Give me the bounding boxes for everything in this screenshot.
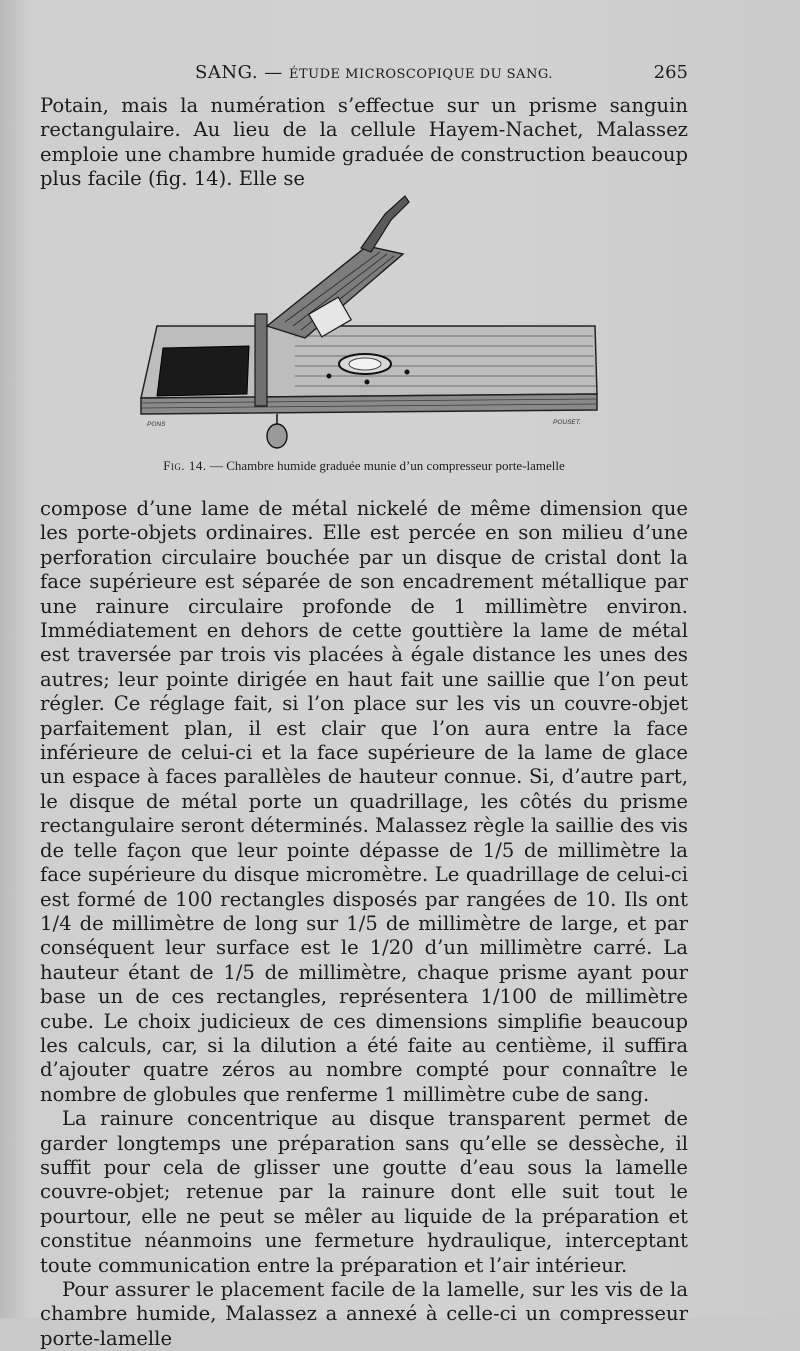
running-title	[195, 62, 553, 83]
screw	[327, 374, 332, 379]
running-title-dash: —	[264, 62, 283, 83]
page-number: 265	[653, 62, 688, 83]
figure-engraving	[135, 186, 605, 454]
text-block-bottom	[40, 497, 688, 1351]
thumb-wheel	[267, 424, 287, 448]
text-block-top	[40, 94, 688, 192]
figure-caption	[40, 458, 688, 474]
running-title-sub: ÉTUDE MICROSCOPIQUE DU SANG.	[289, 67, 553, 82]
caption-text: — Chambre humide graduée munie d’un compresseur porte-lamelle	[209, 458, 565, 473]
hinge-column	[255, 314, 267, 406]
caption-label: Fig. 14.	[163, 458, 207, 473]
engraver-right: POUSET.	[553, 419, 581, 426]
paragraph: compose d’une lame de métal nickelé de même dimension que les porte-objets ordinaires. Elle est percée en son milieu d’une perforation circulaire bouchée par un disque de cristal dont la face supérieure est séparée de son encadrement métallique par une rainure circulaire profonde de 1 millimètre environ. Immédiatement en dehors de cette gouttière la lame de métal est traversée par trois vis placées à égale distance les unes des autres; leur pointe dirigée en haut fait une saillie que l’on peut régler. Ce réglage fait, si l’on place sur les vis un couvre-objet parfaitement plan, il est clair que l’on aura entre la face inférieure de celui-ci et la face supérieure de la lame de glace un espace à faces parallèles de hauteur connue. Si, d’autre part, le disque de métal porte un quadrillage, les côtés du prisme rectangulaire seront déterminés. Malassez règle la saillie des vis de telle façon que leur pointe dépasse de 1/5 de millimètre la face supérieure du disque micromètre. Le quadrillage de celui-ci est formé de 100 rectangles disposés par rangées de 10. Ils ont 1/4 de millimètre de long sur 1/5 de millimètre de large, et par conséquent leur surface est le 1/20 d’un millimètre carré. La hauteur étant de 1/5 de millimètre, chaque prisme ayant pour base un de ces rectangles, représentera 1/100 de millimètre cube. Le choix judicieux de ces dimensions simplifie beaucoup les calculs, car, si la dilution a été faite au centième, il suffira d’ajouter quatre zéros au nombre compté pour connaître le nombre de globules que renferme 1 millimètre cube de sang.	[40, 497, 688, 1106]
slide-front-edge	[141, 394, 597, 414]
paragraph: Potain, mais la numération s’effectue sur un prisme sanguin rectangulaire. Au lieu de la cellule Hayem-Nachet, Malassez emploie une chambre humide graduée de construction beaucoup plus facile (fig. 14). Elle se	[40, 94, 688, 191]
running-header	[40, 62, 688, 90]
dark-block	[157, 346, 249, 396]
paragraph: La rainure concentrique au disque transparent permet de garder longtemps une préparation sans qu’elle se dessèche, il suffit pour cela de glisser une goutte d’eau sous la lamelle couvre-objet; retenue par la rainure dont elle suit tout le pourtour, elle ne peut se mêler au liquide de la préparation et constitue néanmoins une fermeture hydraulique, interceptant toute communication entre la préparation et l’air intérieur.	[40, 1107, 688, 1277]
lever-handle	[361, 196, 409, 252]
paragraph: Pour assurer le placement facile de la lamelle, sur les vis de la chambre humide, Malassez a annexé à celle-ci un compresseur porte-lamelle	[40, 1278, 688, 1350]
running-title-main: SANG.	[195, 62, 259, 83]
engraver-left: PONS	[147, 421, 166, 428]
screw	[365, 380, 370, 385]
screw	[405, 370, 410, 375]
